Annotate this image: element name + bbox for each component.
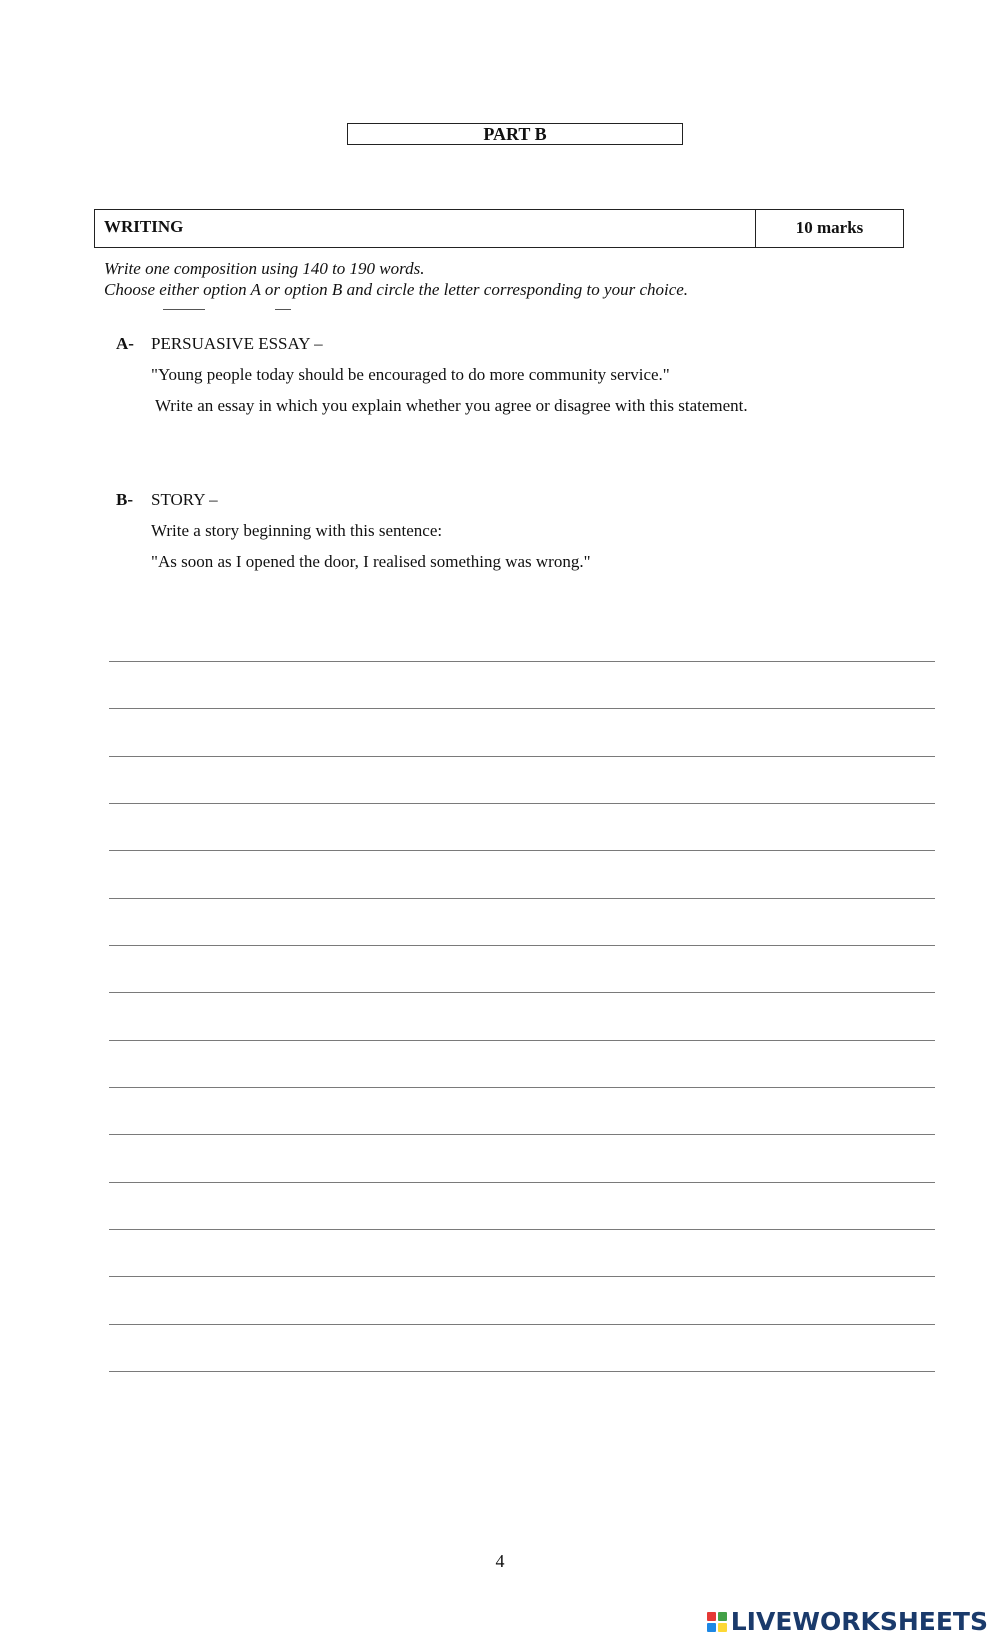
writing-line[interactable]: [109, 1229, 935, 1230]
underline-mark: [275, 309, 291, 310]
logo-square-icon: [718, 1612, 727, 1621]
option-a-letter[interactable]: A-: [116, 334, 134, 353]
writing-line[interactable]: [109, 945, 935, 946]
brand-name: LIVEWORKSHEETS: [730, 1607, 988, 1636]
section-name: WRITING: [104, 217, 184, 236]
writing-line[interactable]: [109, 1182, 935, 1183]
writing-line[interactable]: [109, 1371, 935, 1372]
option-a-heading: PERSUASIVE ESSAY –: [151, 334, 323, 353]
writing-line[interactable]: [109, 1276, 935, 1277]
logo-square-icon: [707, 1623, 716, 1632]
option-a-task: Write an essay in which you explain whether you agree or disagree with this statement.: [151, 396, 748, 415]
writing-line[interactable]: [109, 1324, 935, 1325]
option-a-prompt: "Young people today should be encouraged to do more community service.": [151, 365, 670, 384]
liveworksheets-brand[interactable]: [707, 1607, 988, 1636]
underline-mark: [163, 309, 205, 310]
logo-square-icon: [707, 1612, 716, 1621]
writing-line[interactable]: [109, 1040, 935, 1041]
writing-line[interactable]: [109, 661, 935, 662]
option-b-prompt: "As soon as I opened the door, I realised something was wrong.": [151, 552, 591, 571]
writing-line[interactable]: [109, 708, 935, 709]
option-b-heading: STORY –: [151, 490, 218, 509]
writing-line[interactable]: [109, 1087, 935, 1088]
option-b-letter[interactable]: B-: [116, 490, 133, 509]
writing-line[interactable]: [109, 992, 935, 993]
section-marks: 10 marks: [755, 210, 903, 247]
section-header: [94, 209, 904, 248]
instruction-word-count: Write one composition using 140 to 190 words.: [104, 259, 425, 278]
liveworksheets-logo-icon: [707, 1612, 727, 1632]
writing-line[interactable]: [109, 1134, 935, 1135]
writing-line[interactable]: [109, 756, 935, 757]
logo-square-icon: [718, 1623, 727, 1632]
writing-line[interactable]: [109, 850, 935, 851]
page-number: 4: [495, 1551, 505, 1571]
option-b-task: Write a story beginning with this sentence:: [151, 521, 443, 540]
part-title: PART B: [347, 123, 683, 145]
writing-line[interactable]: [109, 803, 935, 804]
writing-line[interactable]: [109, 898, 935, 899]
instruction-choose-option: Choose either option A or option B and circle the letter corresponding to your choice.: [104, 280, 689, 299]
